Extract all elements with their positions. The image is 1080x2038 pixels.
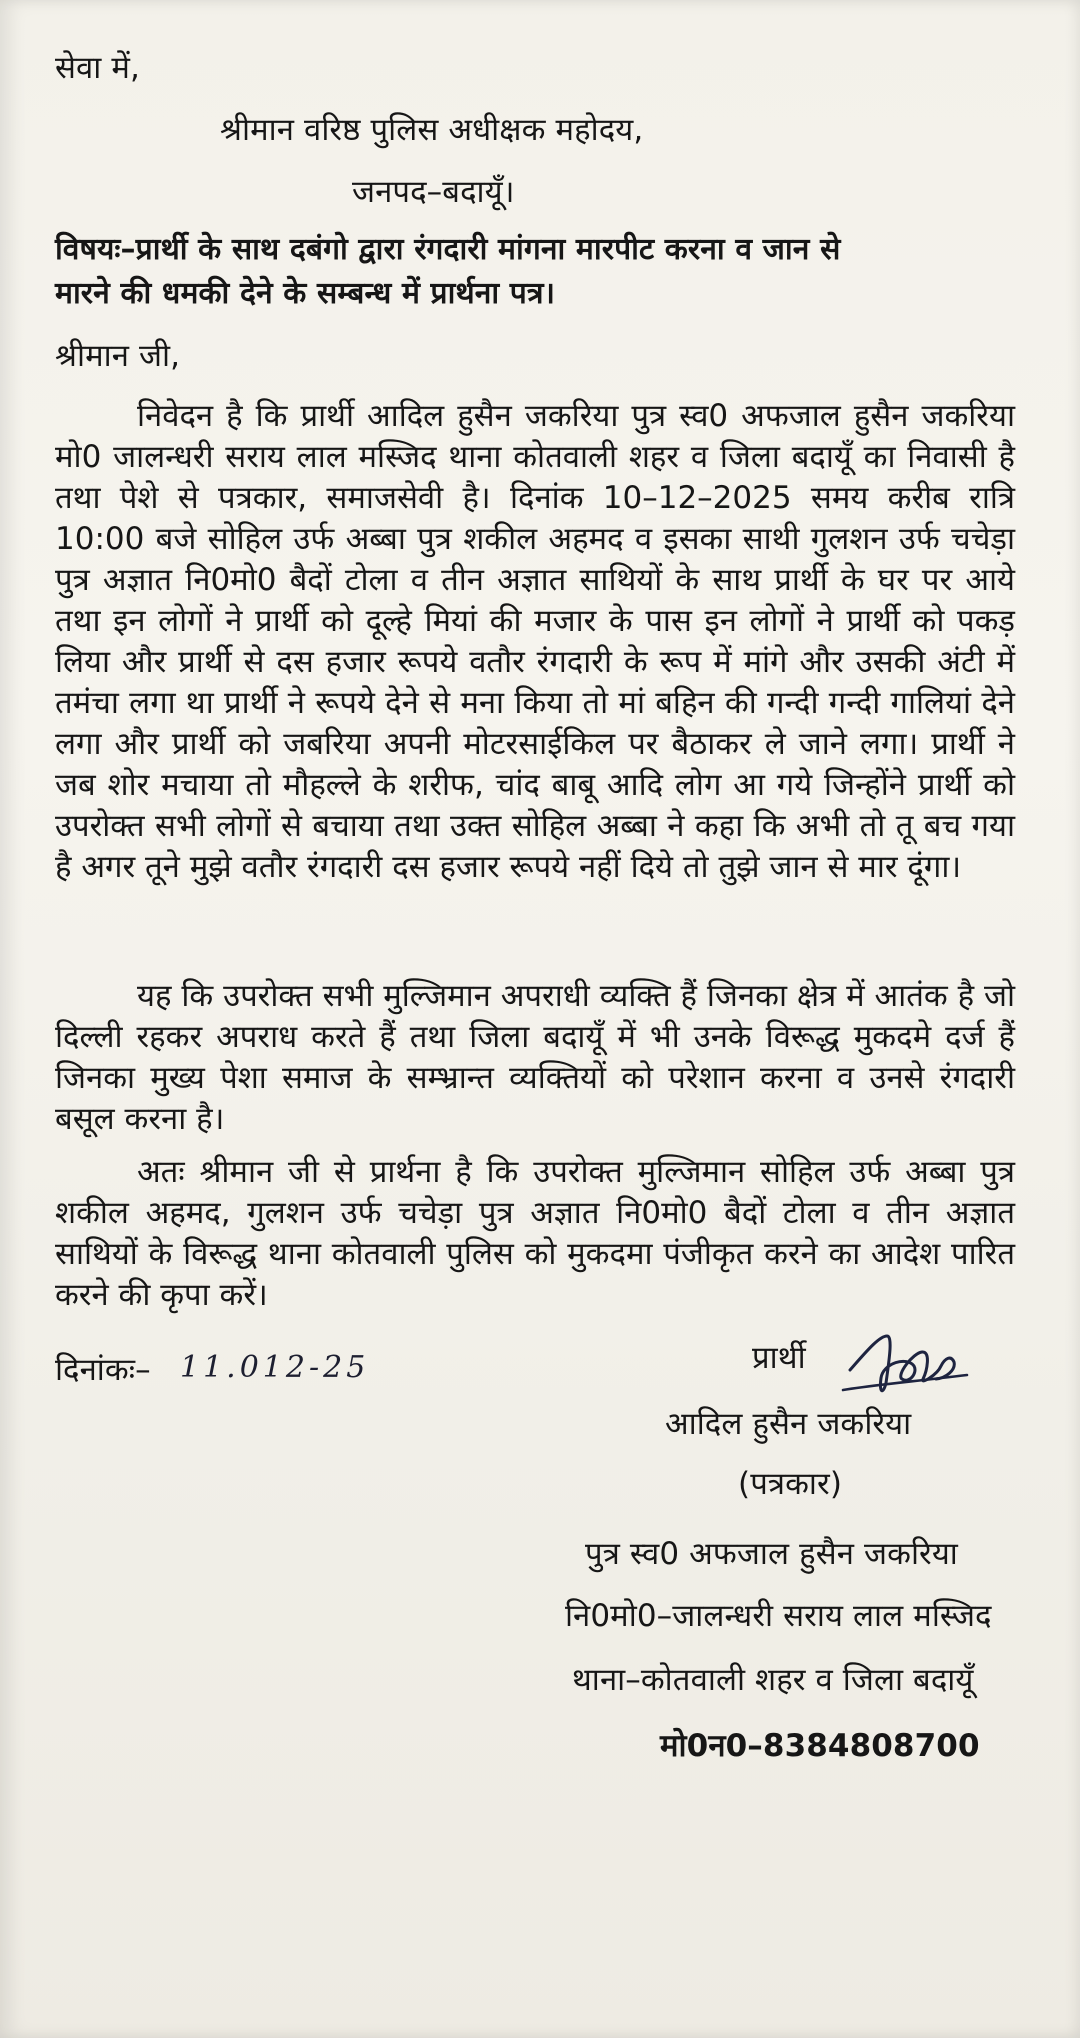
applicant-address: नि0मो0–जालन्धरी सराय लाल मस्जिद	[565, 1598, 992, 1634]
applicant-role: (पत्रकार)	[738, 1466, 843, 1502]
recipient-title: श्रीमान वरिष्ठ पुलिस अधीक्षक महोदय,	[220, 112, 644, 148]
applicant-label: प्रार्थी	[752, 1340, 806, 1376]
paragraph-request: अतः श्रीमान जी से प्रार्थना है कि उपरोक्त मुल्जिमान सोहिल उर्फ अब्बा पुत्र शकील अहमद, गुलशन उर्फ चचेड़ा पुत्र अज्ञात नि0मो0 बैदों टोला व तीन अज्ञात साथियों के विरूद्ध थाना कोतवाली पुलिस को मुकदमा पंजीकृत करने का आदेश पारित करने की कृपा करें।	[55, 1154, 1015, 1313]
applicant-father: पुत्र स्व0 अफजाल हुसैन जकरिया	[585, 1536, 958, 1572]
recipient-district: जनपद–बदायूँ।	[352, 174, 515, 210]
subject-line-1: विषयः–प्रार्थी के साथ दबंगो द्वारा रंगदारी मांगना मारपीट करना व जान से	[55, 232, 841, 267]
subject-line-2: मारने की धमकी देने के सम्बन्ध में प्रार्थना पत्र।	[55, 276, 556, 311]
applicant-mobile: मो0न0–8384808700	[660, 1728, 980, 1764]
date-label: दिनांकः–	[55, 1352, 151, 1388]
signature	[835, 1323, 970, 1401]
signature-mark	[835, 1323, 970, 1401]
paragraph-complaint-details: निवेदन है कि प्रार्थी आदिल हुसैन जकरिया पुत्र स्व0 अफजाल हुसैन जकरिया मो0 जालन्धरी सराय लाल मस्जिद थाना कोतवाली शहर व जिला बदायूँ का निवासी है तथा पेशे से पत्रकार, समाजसेवी है। दिनांक 10–12–2025 समय करीब रात्रि 10:00 बजे सोहिल उर्फ अब्बा पुत्र शकील अहमद व इसका साथी गुलशन उर्फ चचेड़ा पुत्र अज्ञात नि0मो0 बैदों टोला व तीन अज्ञात साथियों के साथ प्रार्थी के घर पर आये तथा इन लोगों ने प्रार्थी को दूल्हे मियां की मजार के पास इन लोगों ने प्रार्थी को पकड़ लिया और प्रार्थी से दस हजार रूपये वतौर रंगदारी के रूप में मांगे और उसकी अंटी में तमंचा लगा था प्रार्थी ने रूपये देने से मना किया तो मां बहिन की गन्दी गन्दी गालियां देने लगा और प्रार्थी को जबरिया अपनी मोटरसाईकिल पर बैठाकर ले जाने लगा। प्रार्थी ने जब शोर मचाया तो मौहल्ले के शरीफ, चांद बाबू आदि लोग आ गये जिन्होंने प्रार्थी को उपरोक्त सभी लोगों से बचाया तथा उक्त सोहिल अब्बा ने कहा कि अभी तो तू बच गया है अगर तूने मुझे वतौर रंगदारी दस हजार रूपये नहीं दिये तो तुझे जान से मार दूंगा।	[55, 398, 1015, 885]
applicant-name: आदिल हुसैन जकरिया	[665, 1406, 912, 1442]
applicant-police-station: थाना–कोतवाली शहर व जिला बदायूँ	[572, 1662, 974, 1698]
paragraph-accused-background: यह कि उपरोक्त सभी मुल्जिमान अपराधी व्यक्ति हैं जिनका क्षेत्र में आतंक है जो दिल्ली रहकर अपराध करते हैं तथा जिला बदायूँ में भी उनके विरूद्ध मुकदमे दर्ज हैं जिनका मुख्य पेशा समाज के सम्भ्रान्त व्यक्तियों को परेशान करना व उनसे रंगदारी बसूल करना है।	[55, 978, 1015, 1137]
date-handwritten: 11.012-25	[180, 1350, 370, 1385]
salutation-to: सेवा में,	[55, 50, 140, 86]
greeting: श्रीमान जी,	[55, 338, 181, 374]
